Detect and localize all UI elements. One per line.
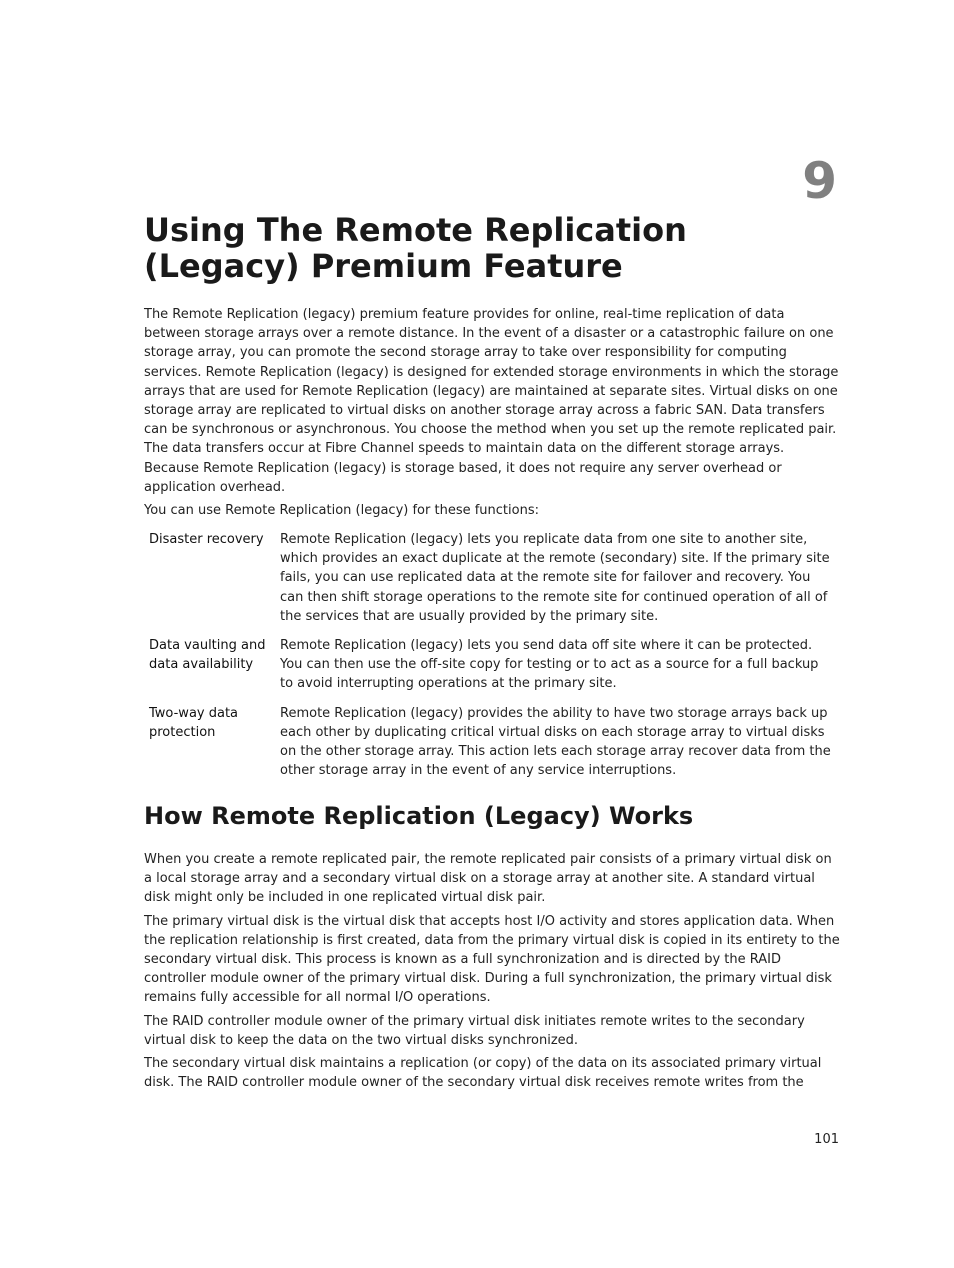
section-paragraph: The primary virtual disk is the virtual disk that accepts host I/O activity and stores application data. When the replication relationship is first created, data from the primary virtual disk is copied in its entirety to the secondary virtual disk. This process is known as a full synchronization and is directed by the RAID controller module owner of the primary virtual disk. During a full synchronization, the primary virtual disk remains fully accessible for all normal I/O operations.	[144, 913, 840, 1006]
function-row	[144, 636, 840, 694]
function-term: Disaster recovery	[149, 532, 264, 547]
chapter-title: Using The Remote Replication (Legacy) Premium Feature	[144, 211, 687, 285]
function-description: Remote Replication (legacy) provides the ability to have two storage arrays back up each other by duplicating critical virtual disks on each storage array to virtual disks on the other storage array. This action lets each storage array recover data from the other storage array in the event of any service interruptions.	[280, 705, 831, 779]
section-paragraph: When you create a remote replicated pair, the remote replicated pair consists of a primary virtual disk on a local storage array and a secondary virtual disk on a storage array at another site. A standard virtual disk might only be included in one replicated virtual disk pair.	[144, 852, 832, 906]
functions-lead-in: You can use Remote Replication (legacy) for these functions:	[144, 503, 539, 518]
section-paragraph: The RAID controller module owner of the primary virtual disk initiates remote writes to the secondary virtual disk to keep the data on the two virtual disks synchronized.	[144, 1013, 805, 1048]
section-heading: How Remote Replication (Legacy) Works	[144, 802, 694, 830]
section-body	[144, 850, 840, 1096]
intro-paragraph: The Remote Replication (legacy) premium feature provides for online, real-time replication of data between storage arrays over a remote distance. In the event of a disaster or a catastrophic failure on one storage array, you can promote the second storage array to take over responsibility for computing services. Remote Replication (legacy) is designed for extended storage environments in which the storage arrays that are used for Remote Replication (legacy) are maintained at separate sites. Virtual disks on one storage array are replicated to virtual disks on another storage array across a fabric SAN. Data transfers can be synchronous or asynchronous. You choose the method when you set up the remote replicated pair. The data transfers occur at Fibre Channel speeds to maintain data on the different storage arrays. Because Remote Replication (legacy) is storage based, it does not require any server overhead or application overhead.	[144, 307, 839, 495]
section-paragraph: The secondary virtual disk maintains a replication (or copy) of the data on its associated primary virtual disk. The RAID controller module owner of the secondary virtual disk receives remote writes from the	[144, 1056, 822, 1091]
function-description: Remote Replication (legacy) lets you replicate data from one site to another site, which provides an exact duplicate at the remote (secondary) site. If the primary site fails, you can use replicated data at the remote site for failover and recovery. You can then shift storage operations to the remote site for continued operation of all of the services that are usually provided by the primary site.	[280, 532, 830, 624]
functions-table	[144, 530, 840, 790]
function-row	[144, 530, 840, 626]
chapter-number: 9	[802, 152, 837, 210]
function-description: Remote Replication (legacy) lets you send data off site where it can be protected. You can then use the off-site copy for testing or to act as a source for a full backup to avoid interrupting operations at the primary site.	[280, 638, 819, 692]
function-term: Data vaulting and data availability	[149, 638, 266, 673]
page-number: 101	[814, 1132, 839, 1147]
function-term: Two-way data protection	[149, 705, 239, 740]
function-row	[144, 704, 840, 781]
